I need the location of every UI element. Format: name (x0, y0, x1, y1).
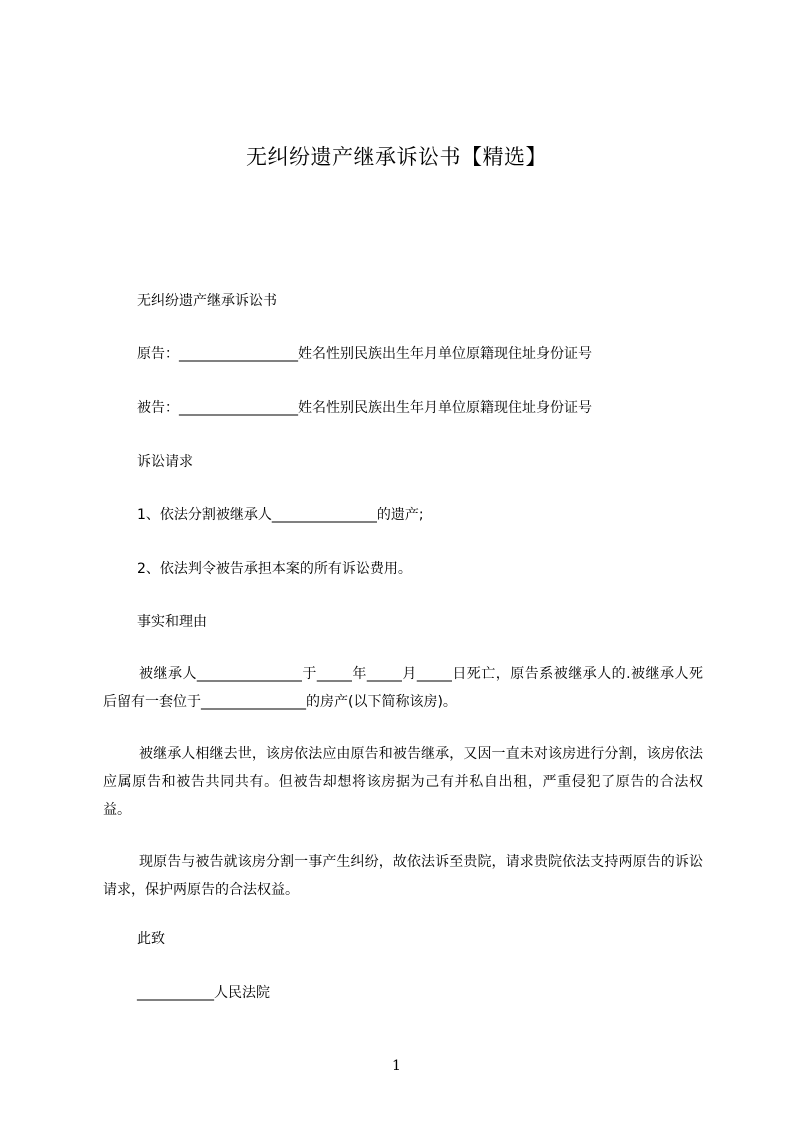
page-number: 1 (392, 1058, 401, 1074)
court-line: ___________人民法院 (137, 985, 270, 1001)
closing-salutation: 此致 (137, 931, 165, 947)
defendant-line: 被告：_________________姓名性别民族出生年月单位原籍现住址身份证号 (137, 400, 592, 416)
document-subtitle: 无纠纷遗产继承诉讼书 (137, 293, 277, 309)
claim-item-2: 2、依法判令被告承担本案的所有诉讼费用。 (137, 561, 412, 577)
plaintiff-line: 原告：_________________姓名性别民族出生年月单位原籍现住址身份证号 (137, 346, 592, 362)
facts-paragraph-1: 被继承人_______________于_____年_____月_____日死亡，原告系被继承人的.被继承人死后留有一套位于_______________的房产(以下简称该房)。 (103, 666, 703, 710)
document-title: 无纠纷遗产继承诉讼书【精选】 (246, 145, 547, 169)
claim-item-1: 1、依法分割被继承人_______________的遗产; (137, 507, 424, 523)
claims-heading: 诉讼请求 (137, 454, 193, 470)
facts-paragraph-2: 被继承人相继去世，该房依法应由原告和被告继承，又因一直未对该房进行分割，该房依法应属原告和被告共同共有。但被告却想将该房据为己有并私自出租，严重侵犯了原告的合法权益。 (103, 746, 703, 818)
facts-paragraph-3: 现原告与被告就该房分割一事产生纠纷，故依法诉至贵院，请求贵院依法支持两原告的诉讼请求，保护两原告的合法权益。 (103, 854, 703, 898)
facts-heading: 事实和理由 (137, 614, 207, 630)
